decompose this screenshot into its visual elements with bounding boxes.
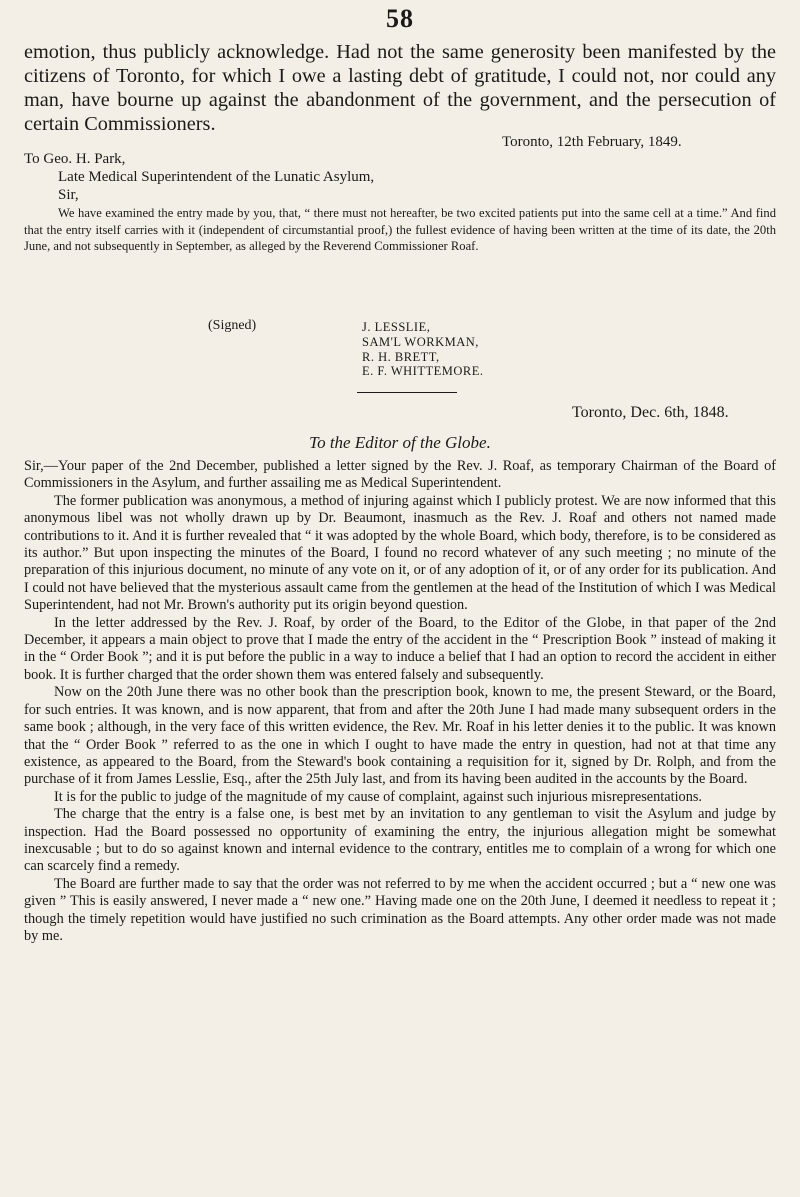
signatories [362,320,484,379]
letter1-address [24,150,374,204]
signatory-4: E. F. WHITTEMORE. [362,364,484,379]
page-number: 58 [386,4,414,33]
signatory-3: R. H. BRETT, [362,349,440,364]
letter2-paragraph-4: Now on the 20th June there was no other book than the prescription book, known to me, the present Steward, or the Board, for such entries. It was known, and is now apparent, that from and after the 20th June I had made many subsequent orders in the same book ; although, in the very face of this written evidence, the Rev. Mr. Roaf in his letter denies it to the public. It was known that the “ Order Book ” referred to as the one in which I ought to have made the entry in question, had not at that time any existence, as appeared to the Board, from the Steward's book containing a requisition for it, signed by Dr. Rolph, and from the purchase of it from James Lesslie, Esq., after the 25th July last, and from its having been audited in the accounts by the Board. [24,684,776,788]
letter1-body-text: We have examined the entry made by you, that, “ there must not hereafter, be two excited patients put into the same cell at a time.” And find that the entry itself carries with it (independent of circumstantial proof,) the fullest evidence of having been written at the time of its date, the 20th June, and not subsequently in September, as alleged by the Reverend Commissioner Roaf. [24,206,776,254]
signatory-1: J. LESSLIE, [362,320,431,334]
letter1-dateline: Toronto, 12th February, 1849. [502,134,682,150]
intro-paragraph [24,40,776,136]
letter2-paragraph-3: In the letter addressed by the Rev. J. Roaf, by order of the Board, to the Editor of the Globe, in that paper of the 2nd December, it appears a main object to prove that I made the entry of the accident in the “ Prescription Book ” instead of making it in the “ Order Book ”; and it is put before the public in a way to induce a belief that I had an option to record the accident in either book. It is further charged that the order shown them was entered falsely and subsequently. [24,614,776,683]
letter2-paragraph-7: The Board are further made to say that the order was not referred to by me when the accident occurred ; but a “ new one was given ” This is easily answered, I never made a “ new one.” Having made one on the 20th June, I deemed it needless to repeat it ; though the timely repetition would have justified no such crimination as the Board attempts. Any other order made was not made by me. [24,875,776,944]
letter2-dateline: Toronto, Dec. 6th, 1848. [572,404,729,421]
signed-label: (Signed) [208,318,257,333]
section-divider [357,392,457,393]
letter2-paragraph-1: Sir,—Your paper of the 2nd December, published a letter signed by the Rev. J. Roaf, as temporary Chairman of the Board of Commissioners in the Asylum, and further assailing me as Medical Superintendent. [24,458,776,492]
letter2-body [24,458,776,945]
letter2-paragraph-2: The former publication was anonymous, a method of injuring against which I publicly protest. We are now informed that this anonymous libel was not wholly drawn up by Dr. Beaumont, inasmuch as the Rev. J. Roaf and others not named made contributions to it. And it is further revealed that “ it was adopted by the whole Board, which body, therefore, is to be considered as its author.” But upon inspecting the minutes of the Board, I found no record whatever of any such meeting ; no minute of the preparation of this injurious document, no minute of any vote on it, or of any adoption of it, or of any order for its publication. And I could not have believed that the mysterious assault came from the gentlemen at the head of the Institution of which I was Medical Superintendent, had not Mr. Brown's authority put its origin beyond question. [24,492,776,614]
intro-text: emotion, thus publicly acknowledge. Had not the same generosity been manifested by the citizens of Toronto, for which I owe a lasting debt of gratitude, I could not, nor could any man, have bourne up against the abandonment of the government, and the persecution of certain Commissioners. [24,41,776,135]
letter2-paragraph-5: It is for the public to judge of the magnitude of my cause of complaint, against such injurious misrepresentations. [54,788,702,805]
signatory-2: SAM'L WORKMAN, [362,334,479,349]
letter1-salutation: Sir, [58,187,79,203]
letter2-paragraph-6: The charge that the entry is a false one, is best met by an invitation to any gentleman to visit the Asylum and judge by inspection. Had the Board possessed no opportunity of examining the entry, the injurious allegation might be somewhat inexcusable ; but to do so against known and internal evidence to the contrary, entitles me to complain of a wrong for which one can scarcely find a remedy. [24,806,776,875]
letter1-title-line: Late Medical Superintendent of the Lunatic Asylum, [58,169,375,185]
letter2-heading: To the Editor of the Globe. [309,433,491,452]
letter1-body [24,205,776,255]
letter1-to-line: To Geo. H. Park, [24,151,126,167]
